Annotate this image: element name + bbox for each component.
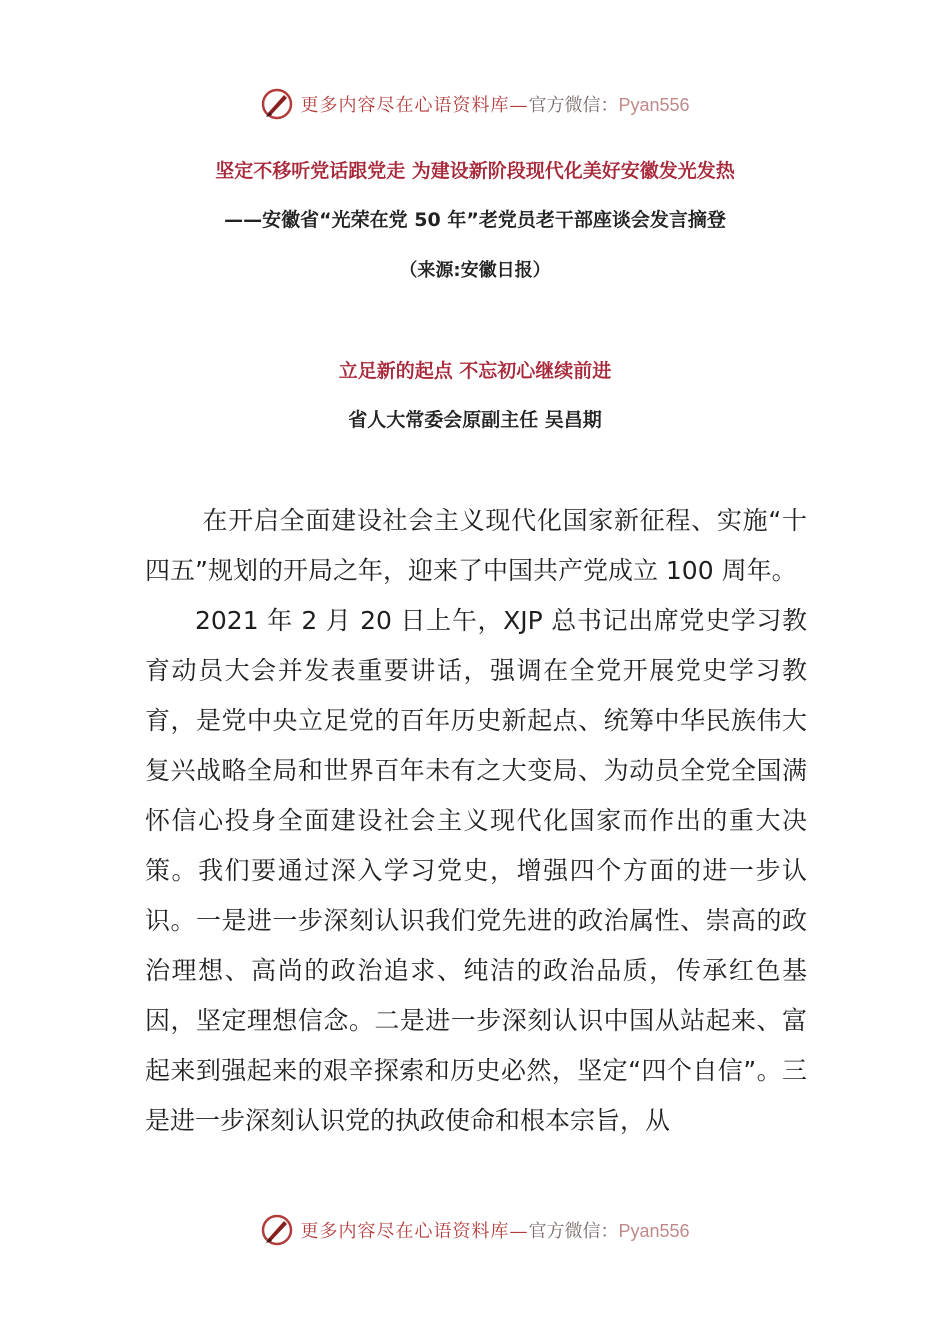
banner-text: 更多内容尽在心语资料库— <box>300 95 529 116</box>
pen-logo-icon <box>260 1213 294 1247</box>
article-subtitle: ——安徽省“光荣在党 50 年”老党员老干部座谈会发言摘登 <box>224 209 726 231</box>
speaker-name: 省人大常委会原副主任 吴昌期 <box>348 409 602 431</box>
article-source: （来源:安徽日报） <box>399 260 551 281</box>
paragraph: 在开启全面建设社会主义现代化国家新征程、实施“十四五”规划的开局之年，迎来了中国共产党成立 100 周年。 <box>145 506 807 585</box>
wechat-label: 官方微信： <box>528 95 619 116</box>
banner-text: 更多内容尽在心语资料库— <box>300 1221 529 1242</box>
banner-wechat <box>528 1217 689 1243</box>
footer-banner <box>0 1210 950 1250</box>
section-title: 立足新的起点 不忘初心继续前进 <box>338 360 612 382</box>
wechat-id: Pyan556 <box>618 1221 690 1241</box>
pen-logo-icon <box>260 87 294 121</box>
wechat-label: 官方微信： <box>528 1221 619 1242</box>
article-title: 坚定不移听党话跟党走 为建设新阶段现代化美好安徽发光发热 <box>215 160 735 182</box>
wechat-id: Pyan556 <box>618 95 690 115</box>
paragraph: 2021 年 2 月 20 日上午，XJP 总书记出席党史学习教育动员大会并发表重要讲话，强调在全党开展党史学习教育，是党中央立足党的百年历史新起点、统筹中华民族伟大复兴战略全局和世界百年未有之大变局、为动员全党全国满怀信心投身全面建设社会主义现代化国家而作出的重大决策。我们要通过深入学习党史，增强四个方面的进一步认识。一是进一步深刻认识我们党先进的政治属性、崇高的政治理想、高尚的政治追求、纯洁的政治品质，传承红色基因，坚定理想信念。二是进一步深刻认识中国从站起来、富起来到强起来的艰辛探索和历史必然，坚定“四个自信”。三是进一步深刻认识党的执政使命和根本宗旨，从 <box>145 606 807 1135</box>
banner-wechat <box>528 91 689 117</box>
article-body <box>145 496 807 1146</box>
header-banner <box>0 84 950 124</box>
